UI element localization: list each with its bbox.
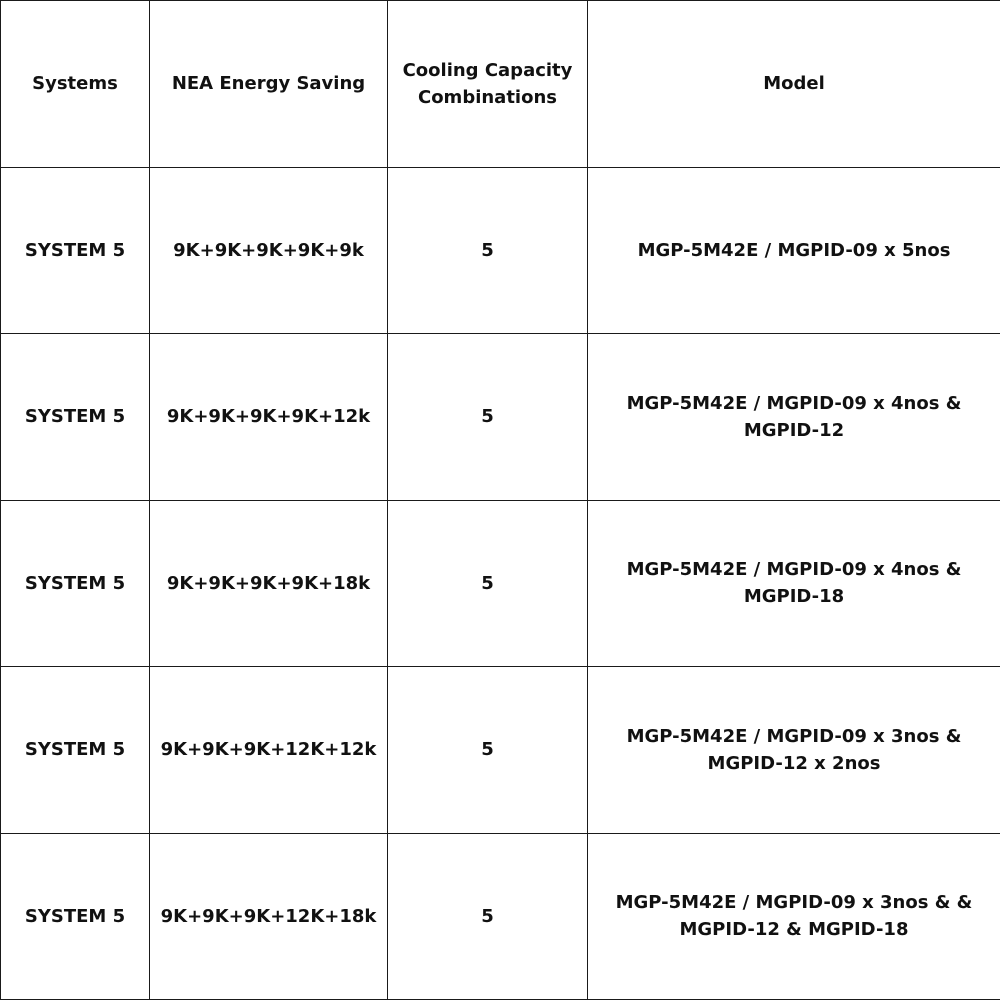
cell-nea: 9K+9K+9K+9K+12k: [150, 334, 388, 501]
cell-nea: 9K+9K+9K+12K+12k: [150, 667, 388, 834]
cell-system: SYSTEM 5: [1, 500, 150, 667]
table-header-row: [1, 1, 1000, 168]
table-row: [1, 667, 1000, 834]
cell-system: SYSTEM 5: [1, 667, 150, 834]
cell-nea: 9K+9K+9K+9K+18k: [150, 500, 388, 667]
cell-combinations: 5: [388, 334, 588, 501]
table-row: [1, 167, 1000, 334]
cell-model: MGP-5M42E / MGPID-09 x 4nos & MGPID-18: [588, 500, 1000, 667]
header-cooling-capacity-line2: Combinations: [417, 86, 558, 108]
cell-combinations: 5: [388, 500, 588, 667]
table-row: [1, 500, 1000, 667]
header-systems: Systems: [1, 1, 150, 168]
header-cooling-capacity: [388, 1, 588, 168]
header-model: Model: [588, 1, 1000, 168]
cell-combinations: 5: [388, 167, 588, 334]
header-cooling-capacity-line1: Cooling Capacity: [402, 59, 573, 81]
cell-nea: 9K+9K+9K+12K+18k: [150, 833, 388, 1000]
cell-model: MGP-5M42E / MGPID-09 x 3nos & & MGPID-12 & MGPID-18: [588, 833, 1000, 1000]
cell-nea: 9K+9K+9K+9K+9k: [150, 167, 388, 334]
cell-model: MGP-5M42E / MGPID-09 x 5nos: [588, 167, 1000, 334]
cell-system: SYSTEM 5: [1, 167, 150, 334]
cell-model: MGP-5M42E / MGPID-09 x 3nos & MGPID-12 x 2nos: [588, 667, 1000, 834]
cell-model: MGP-5M42E / MGPID-09 x 4nos & MGPID-12: [588, 334, 1000, 501]
cell-combinations: 5: [388, 833, 588, 1000]
header-nea-energy-saving: NEA Energy Saving: [150, 1, 388, 168]
table-row: [1, 833, 1000, 1000]
cell-system: SYSTEM 5: [1, 833, 150, 1000]
cell-combinations: 5: [388, 667, 588, 834]
table-row: [1, 334, 1000, 501]
cell-system: SYSTEM 5: [1, 334, 150, 501]
